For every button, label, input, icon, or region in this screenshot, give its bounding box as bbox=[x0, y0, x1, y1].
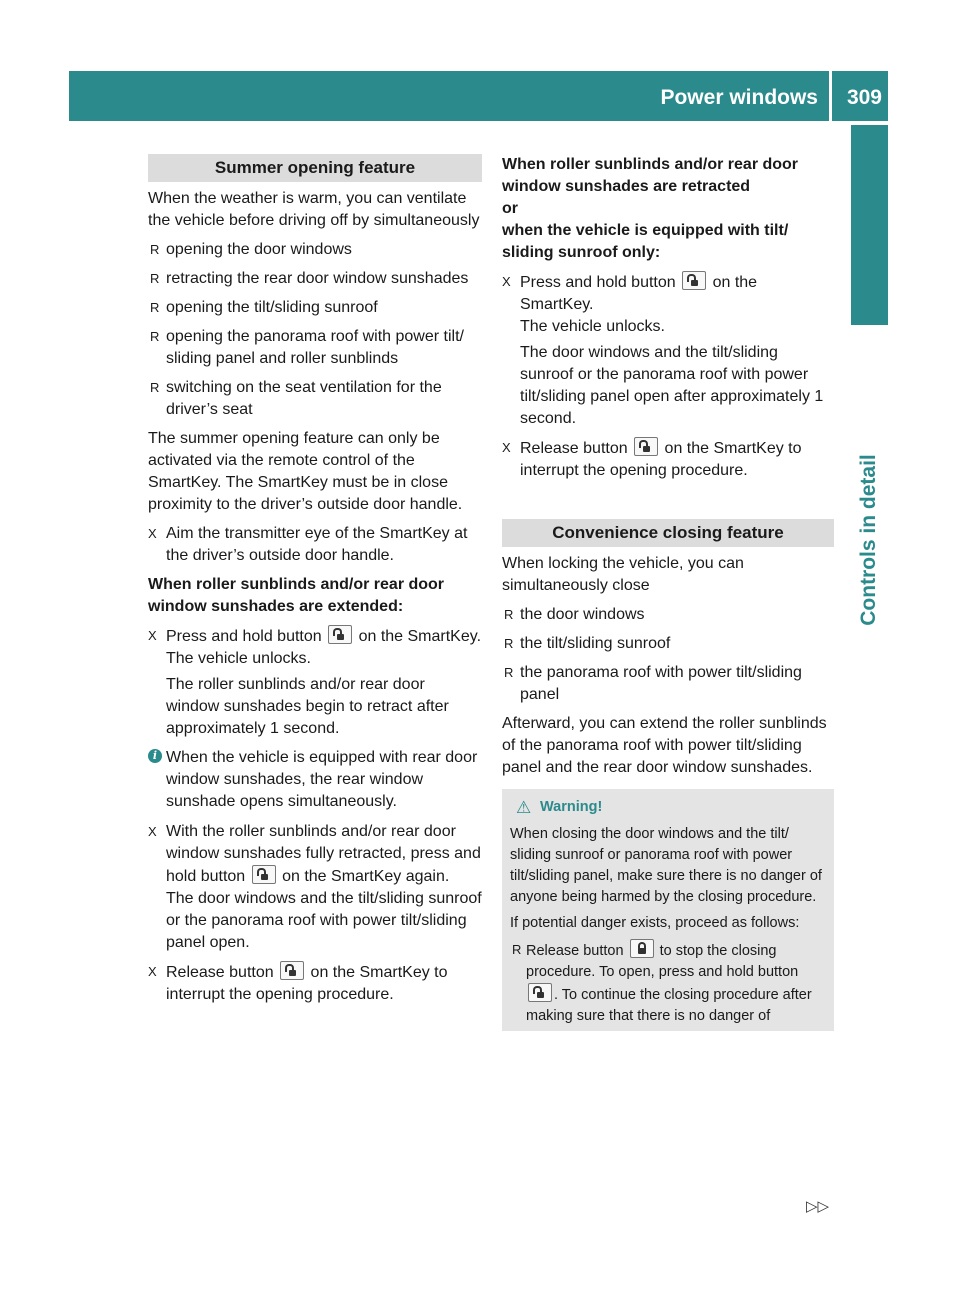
warning-title: ⚠ Warning! bbox=[516, 798, 603, 817]
side-tab-block bbox=[851, 125, 888, 325]
left-column bbox=[148, 154, 482, 1013]
unlock-button-icon bbox=[280, 961, 304, 980]
header-divider bbox=[829, 71, 832, 121]
list-item: R the door windows bbox=[502, 604, 834, 626]
bullet-icon: R bbox=[150, 380, 160, 395]
list-item: R retracting the rear door window sunshades bbox=[148, 268, 482, 290]
step-press-hold: X Press and hold button on the SmartKey. The vehicle unlocks. The door windows and the tilt/sliding sunroof or the panorama roof with power tilt/sliding panel open after approximately 1 second. bbox=[502, 271, 834, 430]
unlock-button-icon bbox=[682, 271, 706, 290]
step-result: The door windows and the tilt/sliding sunroof or the panorama roof with power tilt/sliding panel open after approximately 1 second. bbox=[520, 344, 824, 427]
subheading-retracted: When roller sunblinds and/or rear door window sunshades are retracted or when the vehicle is equipped with tilt/ sliding sunroof only: bbox=[502, 156, 799, 261]
bullet-icon: R bbox=[150, 329, 160, 344]
page-title: Power windows bbox=[660, 86, 818, 109]
warning-triangle-icon: ⚠ bbox=[516, 798, 532, 817]
body-paragraph: Afterward, you can extend the roller sunblinds of the panorama roof with power tilt/sliding panel and the rear door window sunshades. bbox=[502, 715, 827, 776]
info-note: i When the vehicle is equipped with rear door window sunshades, the rear window sunshade opens simultaneously. bbox=[148, 747, 482, 813]
side-tab-label: Controls in detail bbox=[857, 454, 880, 626]
unlock-button-icon bbox=[252, 865, 276, 884]
step-arrow-icon: X bbox=[148, 824, 157, 839]
bullet-icon: R bbox=[512, 942, 522, 957]
list-item: R switching on the seat ventilation for the driver’s seat bbox=[150, 379, 442, 418]
side-tab bbox=[851, 330, 888, 750]
warning-paragraph: When closing the door windows and the tilt/ sliding sunroof or panorama roof with power tilt/sliding panel, make sure there is no danger of anyone being harmed by the closing procedure. bbox=[510, 826, 822, 905]
bullet-icon: R bbox=[504, 636, 514, 651]
list-item: R opening the panorama roof with power tilt/ sliding panel and roller sunblinds bbox=[150, 328, 464, 367]
bullet-icon: R bbox=[504, 607, 514, 622]
unlock-button-icon bbox=[328, 625, 352, 644]
step-arrow-icon: X bbox=[148, 526, 157, 541]
step-aim: X Aim the transmitter eye of the SmartKey at the driver’s outside door handle. bbox=[148, 525, 468, 564]
bullet-icon: R bbox=[504, 665, 514, 680]
page-number: 309 bbox=[846, 86, 882, 109]
lock-button-icon bbox=[630, 939, 654, 958]
step-arrow-icon: X bbox=[148, 964, 157, 979]
section-heading-convenience-closing: Convenience closing feature bbox=[502, 519, 834, 547]
step-press-again: X With the roller sunblinds and/or rear door window sunshades fully retracted, press and hold button on the SmartKey again. The door windows and the tilt/sliding sunroof or the panorama roof with power tilt/sliding panel open. bbox=[148, 823, 482, 951]
list-item: R opening the tilt/sliding sunroof bbox=[148, 297, 482, 319]
bullet-icon: R bbox=[150, 300, 160, 315]
warning-box bbox=[502, 789, 834, 1031]
step-arrow-icon: X bbox=[148, 628, 157, 643]
right-column bbox=[502, 154, 834, 1031]
continue-arrows-icon: ▷▷ bbox=[806, 1198, 830, 1215]
step-arrow-icon: X bbox=[502, 440, 511, 455]
subheading-extended: When roller sunblinds and/or rear door window sunshades are extended: bbox=[148, 576, 445, 615]
list-item: R the tilt/sliding sunroof bbox=[502, 633, 834, 655]
intro-paragraph: When the weather is warm, you can ventilate the vehicle before driving off by simultaneously bbox=[148, 190, 480, 229]
list-item: R the panorama roof with power tilt/sliding panel bbox=[504, 664, 802, 703]
bullet-icon: R bbox=[150, 242, 160, 257]
warning-bullet: R Release button to stop the closing procedure. To open, press and hold button . To continue the closing procedure after making sure that there is no danger of bbox=[510, 939, 828, 1027]
step-arrow-icon: X bbox=[502, 274, 511, 289]
intro-paragraph: When locking the vehicle, you can simultaneously close bbox=[502, 555, 744, 594]
page-header bbox=[69, 71, 888, 121]
step-release: X Release button on the SmartKey to interrupt the opening procedure. bbox=[502, 437, 834, 482]
unlock-button-icon bbox=[634, 437, 658, 456]
warning-paragraph: If potential danger exists, proceed as follows: bbox=[510, 915, 800, 931]
info-icon: i bbox=[148, 749, 162, 763]
body-paragraph: The summer opening feature can only be activated via the remote control of the SmartKey. The SmartKey must be in close proximity to the driver’s outside door handle. bbox=[148, 430, 463, 513]
list-item: R opening the door windows bbox=[148, 239, 482, 261]
step-press-hold: X Press and hold button on the SmartKey. The vehicle unlocks. The roller sunblinds and/or rear door window sunshades begin to retract after approximately 1 second. bbox=[148, 625, 482, 740]
unlock-button-icon bbox=[528, 983, 552, 1002]
step-result: The roller sunblinds and/or rear door window sunshades begin to retract after approximately 1 second. bbox=[166, 676, 449, 737]
step-release: X Release button on the SmartKey to interrupt the opening procedure. bbox=[148, 961, 482, 1006]
section-heading-summer-opening: Summer opening feature bbox=[148, 154, 482, 182]
bullet-icon: R bbox=[150, 271, 160, 286]
